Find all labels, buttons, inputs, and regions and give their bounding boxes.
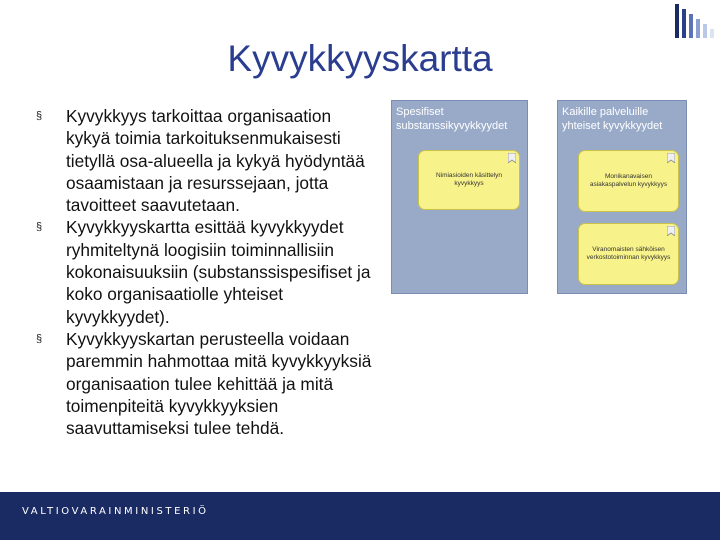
specific-capabilities-panel xyxy=(391,100,528,294)
bar-1 xyxy=(675,4,679,38)
corner-decoration-bars xyxy=(675,4,714,38)
bar-4 xyxy=(696,19,700,38)
capability-card xyxy=(578,150,679,212)
footer-bar xyxy=(0,492,720,540)
bookmark-icon xyxy=(508,153,516,163)
capability-label: Nimiasioiden käsittelyn kyvykkyys xyxy=(435,172,503,187)
panel-title: Kaikille palveluille yhteiset kyvykkyydet xyxy=(562,106,663,132)
bar-5 xyxy=(703,24,707,38)
bullet-item xyxy=(36,328,376,439)
org-name: VALTIOVARAINMINISTERIÖ xyxy=(22,506,209,517)
bookmark-icon xyxy=(667,226,675,236)
bullet-marker: § xyxy=(36,332,43,345)
bullet-text: Kyvykkyyskartta esittää kyvykkyydet ryhmiteltynä loogisiin toiminnallisiin kokonaisuuksiin (substanssispesifiset ja koko organisaatiolle yhteiset kyvykkyydet). xyxy=(66,217,371,327)
bullet-item xyxy=(36,105,376,216)
bar-3 xyxy=(689,14,693,38)
panel-title: Spesifiset substanssikyvykkyydet xyxy=(396,106,508,132)
capability-card xyxy=(578,223,679,285)
slide-title: Kyvykkyyskartta xyxy=(227,38,493,79)
capability-label: Monikanavaisen asiakaspalvelun kyvykkyys xyxy=(589,173,668,188)
bullet-marker: § xyxy=(36,110,43,122)
bullet-list xyxy=(36,105,376,439)
shared-capabilities-panel xyxy=(557,100,687,294)
capability-label: Viranomaisten sähköisen verkostotoiminnan kyvykkyys xyxy=(586,246,671,261)
bullet-text: Kyvykkyys tarkoittaa organisaation kykyä toimia tarkoituksenmukaisesti tietyllä osa-alueella ja kykyä hyödyntää osaamistaan ja resurssejaan, jotta tavoitteet saavutetaan. xyxy=(66,106,365,216)
bookmark-icon xyxy=(667,153,675,163)
bullet-text: Kyvykkyyskartan perusteella voidaan paremmin hahmottaa mitä kyvykkyyksiä organisaation tulee kehittää ja mitä toimenpiteitä kyvykkyyksien saavuttamiseksi tulee tehdä. xyxy=(66,328,372,439)
bar-2 xyxy=(682,9,686,38)
bullet-item xyxy=(36,216,376,327)
capability-card xyxy=(418,150,520,210)
bar-6 xyxy=(710,29,714,38)
bullet-marker: § xyxy=(36,221,43,234)
